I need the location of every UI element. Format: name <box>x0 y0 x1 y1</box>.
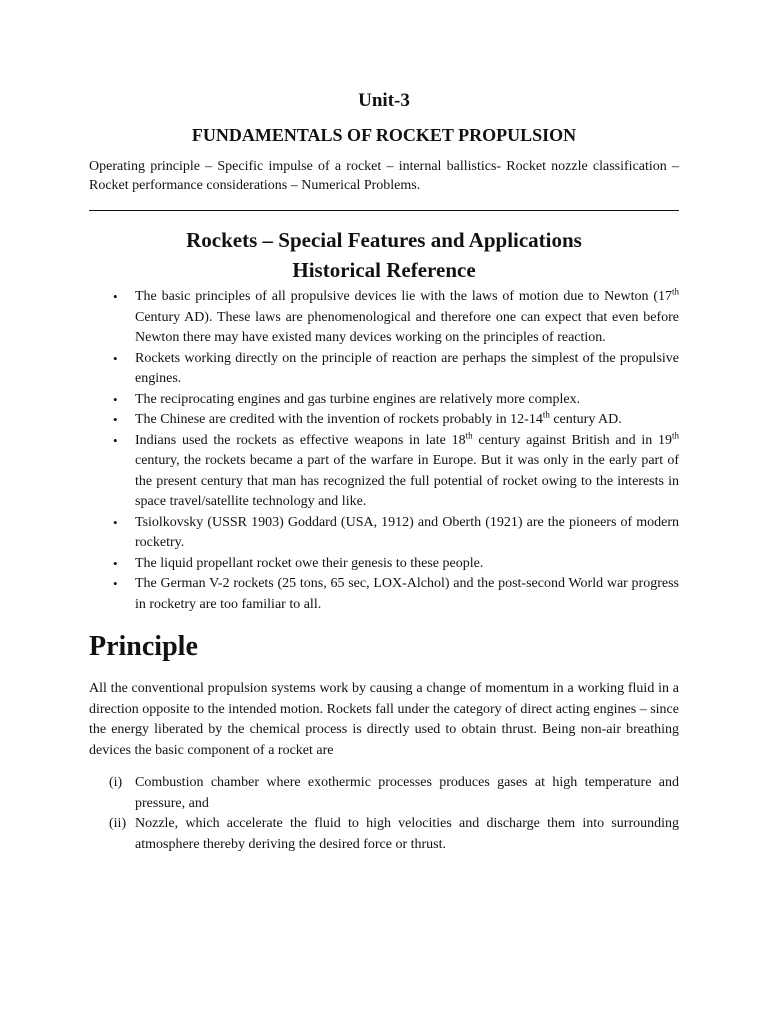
document-title: FUNDAMENTALS OF ROCKET PROPULSION <box>191 125 577 145</box>
list-item: • The liquid propellant rocket owe their genesis to these people. <box>89 554 679 575</box>
section-title <box>89 225 679 285</box>
component-list <box>89 773 679 855</box>
list-item: • The German V-2 rockets (25 tons, 65 sec, LOX-Alchol) and the post-second World war progress in rocketry are too familiar to all. <box>113 576 679 612</box>
divider-line <box>89 210 679 211</box>
list-item: • The Chinese are credited with the invention of rockets probably in 12-14th century AD. <box>89 410 679 431</box>
bullet-icon: • <box>113 412 118 427</box>
principle-paragraph: All the conventional propulsion systems work by causing a change of momentum in a working fluid in a direction opposite to the intended motion. Rockets fall under the category of direct acting engines – since the energy liberated by the chemical process is directly used to obtain thrust. Being non-air breathing devices the basic component of a rocket are <box>89 681 679 758</box>
list-item: (ii) Nozzle, which accelerate the fluid to high velocities and discharge them into surrounding atmosphere thereby deriving the desired force or thrust. <box>109 816 679 852</box>
bullet-icon: • <box>113 432 118 448</box>
principle-heading: Principle <box>89 631 198 662</box>
item-number: (ii) <box>109 816 127 831</box>
section-title-line-2: Historical Reference <box>292 258 476 282</box>
list-item: • Tsiolkovsky (USSR 1903) Goddard (USA, 1912) and Oberth (1921) are the pioneers of modern rocketry. <box>113 514 679 550</box>
bullet-icon: • <box>113 350 118 366</box>
list-item: (i) Combustion chamber where exothermic processes produces gases at high temperature and pressure, and <box>109 775 679 811</box>
item-number: (i) <box>109 775 123 790</box>
bullet-icon: • <box>113 576 118 591</box>
bullet-icon: • <box>113 289 118 304</box>
section-title-line-1: Rockets – Special Features and Applications <box>186 228 582 252</box>
unit-label: Unit-3 <box>358 90 410 111</box>
syllabus-summary: Operating principle – Specific impulse of a rocket – internal ballistics- Rocket nozzle classification – Rocket performance considerations – Numerical Problems. <box>89 159 679 193</box>
history-bullet-list <box>89 287 679 615</box>
document-page <box>89 88 679 855</box>
list-item: • The basic principles of all propulsive devices lie with the laws of motion due to Newton (17th Century AD). These laws are phenomenological and therefore one can expect that even before Newton there may have existed many devices working on the principles of reaction. <box>113 286 679 345</box>
bullet-icon: • <box>113 555 118 571</box>
list-item: • The reciprocating engines and gas turbine engines are relatively more complex. <box>89 390 679 411</box>
list-item: • Rockets working directly on the principle of reaction are perhaps the simplest of the propulsive engines. <box>113 350 679 386</box>
list-item: • Indians used the rockets as effective weapons in late 18th century against British and in 19th century, the rockets became a part of the warfare in Europe. But it was only in the early part of the present century that man has recognized the full potential of rocket owing to the interests in space travel/satellite technology and like. <box>113 429 679 509</box>
bullet-icon: • <box>113 514 118 530</box>
bullet-icon: • <box>113 391 118 407</box>
